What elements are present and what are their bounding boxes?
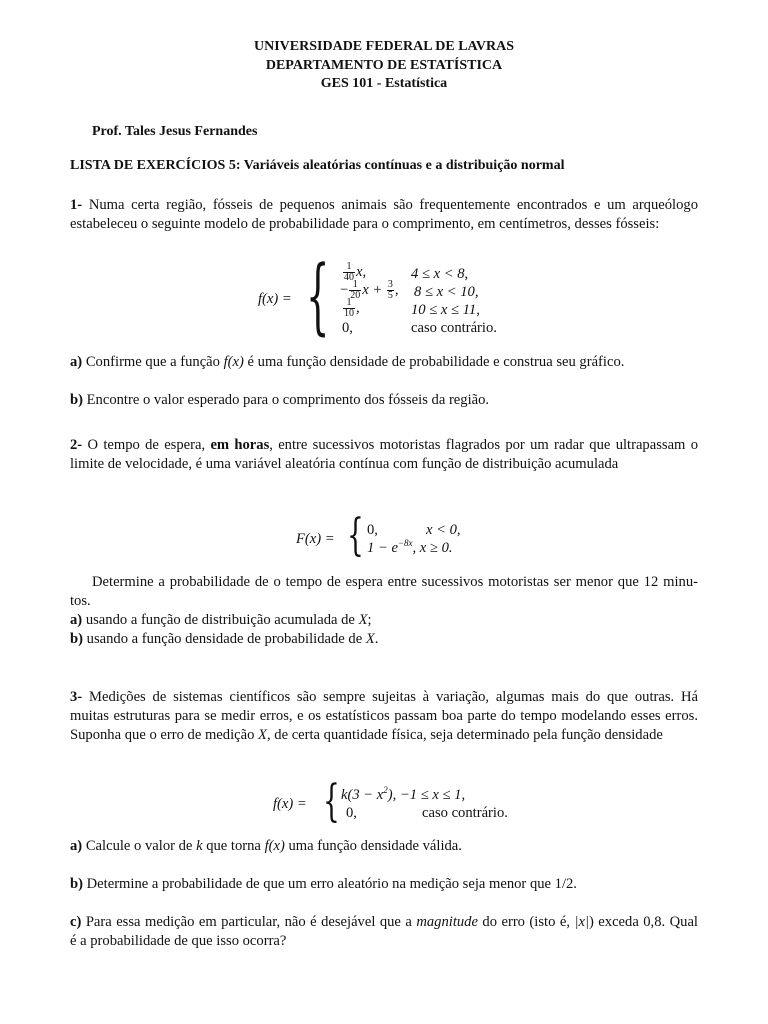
q1b-label: b) xyxy=(70,392,83,408)
question-1 xyxy=(70,196,698,234)
document-page xyxy=(70,0,698,1024)
q1-case2-minus: − xyxy=(340,281,349,298)
q3a-text-mid: que torna xyxy=(206,838,261,854)
question-3b xyxy=(70,875,698,894)
department-name: DEPARTAMENTO DE ESTATÍSTICA xyxy=(265,57,503,73)
q1-case4-cond: caso contrário. xyxy=(411,320,497,336)
question-1-text-line1: Numa certa região, fósseis de pequenos animais são frequentemente encontrados e um arqueólogo xyxy=(88,197,698,213)
q3c-text-pre: Para essa medição em particular, não é desejável que a xyxy=(85,914,412,930)
q1-case2-expr: x + xyxy=(362,281,383,298)
question-1-text-line2: estabeleceu o seguinte modelo de probabilidade para o comprimento, em centímetros, desses fósseis: xyxy=(70,216,660,232)
q1b-text: Encontre o valor esperado para o comprimento dos fósseis da região. xyxy=(86,392,490,408)
question-2-equation xyxy=(70,510,698,561)
question-3 xyxy=(70,688,698,745)
q1-case1-den: 40 xyxy=(344,272,354,283)
q1-case3-num: 1 xyxy=(343,298,355,309)
q3b-text: Determine a probabilidade de que um erro aleatório na medição seja menor que 1/2. xyxy=(86,876,577,892)
q1-case2-den2: 5 xyxy=(387,290,393,301)
question-3-equation xyxy=(70,776,698,827)
question-1-number: 1- xyxy=(70,197,83,213)
question-3a xyxy=(70,837,698,856)
q2b-label: b) xyxy=(70,631,83,647)
q3-text-line1: Medições de sistemas científicos são sempre sujeitas à variação, algumas mais do que outras. Há xyxy=(88,689,699,705)
q2-text-bold: em horas xyxy=(210,437,270,453)
q2b-math: X xyxy=(365,631,375,647)
q1-case1-num: 1 xyxy=(343,262,355,273)
q1a-label: a) xyxy=(70,354,83,370)
q2-text-pre: O tempo de espera, xyxy=(87,437,206,453)
question-2 xyxy=(70,436,698,474)
question-2a xyxy=(70,611,698,630)
university-name: UNIVERSIDADE FEDERAL DE LAVRAS xyxy=(254,39,514,54)
q1-left-brace: { xyxy=(306,249,330,344)
q2a-label: a) xyxy=(70,612,83,628)
question-3-number: 3- xyxy=(70,689,83,705)
q3-case2-expr: 0, xyxy=(346,805,357,821)
q1-case3-cond: 10 ≤ x ≤ 11, xyxy=(411,302,480,318)
q2-determine-line1: Determine a probabilidade de o tempo de espera entre sucessivos motoristas ser menor que 12 minu- xyxy=(92,574,698,590)
q3-case1-cond: −1 ≤ x ≤ 1, xyxy=(399,787,466,803)
q1-case2-tail: , xyxy=(394,281,399,298)
q3c-italic: magnitude xyxy=(416,914,478,930)
q2-determine-line2: tos. xyxy=(70,593,91,609)
q2-case2-cond: , x ≥ 0. xyxy=(412,540,453,556)
q2b-tail: . xyxy=(374,631,379,647)
q2-case-2 xyxy=(367,539,453,558)
q3a-math-k: k xyxy=(196,838,203,854)
q1-eq-lhs: f(x) = xyxy=(258,291,292,307)
q3a-text-pre: Calcule o valor de xyxy=(85,838,193,854)
q3a-label: a) xyxy=(70,838,83,854)
professor-name: Prof. Tales Jesus Fernandes xyxy=(92,124,258,139)
course-name: GES 101 - Estatística xyxy=(320,76,448,91)
q2-case1-expr: 0, xyxy=(367,522,378,538)
q1-case2-den: 20 xyxy=(350,290,361,301)
list-title: LISTA DE EXERCÍCIOS 5: Variáveis aleatórias contínuas e a distribuição normal xyxy=(70,158,565,173)
q2-text-post: , entre sucessivos motoristas flagrados por um radar que ultrapassam o xyxy=(269,437,698,453)
q3-text-line3-pre: Suponha que o erro de medição xyxy=(70,727,255,743)
document-header xyxy=(70,38,698,94)
q3-text-line2: muitas estruturas para se medir erros, e os estatísticos passam boa parte do tempo modelando esses erros. xyxy=(70,708,698,724)
q3-case1-expr-post: ), xyxy=(387,787,397,803)
q3-case1-expr-pre: k(3 − x xyxy=(341,787,384,803)
q3c-text-post: ) exceda 0,8. Qual xyxy=(588,914,698,930)
q3-text-line3-post: , de certa quantidade física, seja determinado pela função densidade xyxy=(266,727,663,743)
q3a-text-post: uma função densidade válida. xyxy=(288,838,462,854)
q2-case2-sup: −8x xyxy=(397,538,413,549)
q1-case3-expr: , xyxy=(356,299,360,316)
q2-case2-expr: 1 − e xyxy=(367,540,398,556)
question-1a xyxy=(70,353,698,372)
q2-left-brace: { xyxy=(347,510,364,561)
q3-text-line3-math: X xyxy=(258,727,267,743)
q3a-math-f: f(x) xyxy=(264,838,285,854)
question-1-equation xyxy=(70,249,698,344)
q1-case4-expr: 0, xyxy=(342,320,353,336)
q1-case2-num2: 3 xyxy=(387,279,393,290)
q2a-tail: ; xyxy=(367,612,372,628)
question-2-determine xyxy=(70,573,698,649)
q2b-text: usando a função densidade de probabilidade de xyxy=(86,631,363,647)
question-1b xyxy=(70,391,698,410)
q1-case2-num: 1 xyxy=(349,280,361,291)
q1-case1-expr: x, xyxy=(356,263,367,280)
q2-case1-cond: x < 0, xyxy=(426,522,461,538)
q3-case1-sup: 2 xyxy=(383,785,388,796)
q3-left-brace: { xyxy=(323,776,340,827)
q1a-text-post: é uma função densidade de probabilidade e construa seu gráfico. xyxy=(247,354,625,370)
q1-case1-cond: 4 ≤ x < 8, xyxy=(411,266,469,282)
q1a-math: f(x) xyxy=(223,354,244,370)
question-3c xyxy=(70,913,698,951)
q3c-math: |x| xyxy=(574,914,589,930)
question-2-number: 2- xyxy=(70,437,83,453)
q3-eq-lhs: f(x) = xyxy=(273,796,307,812)
q1a-text-pre: Confirme que a função xyxy=(85,354,220,370)
q2-text-line2: limite de velocidade, é uma variável aleatória contínua com função de distribuição acumulada xyxy=(70,456,619,472)
q2-eq-lhs: F(x) = xyxy=(296,531,335,547)
q3c-text-mid: do erro (isto é, xyxy=(482,914,570,930)
q1-case-3 xyxy=(342,298,360,319)
q2a-math: X xyxy=(358,612,368,628)
q1-case3-den: 10 xyxy=(344,308,354,319)
question-2b xyxy=(70,630,698,649)
q3b-label: b) xyxy=(70,876,83,892)
q3-case-1 xyxy=(341,786,465,805)
q2a-text: usando a função de distribuição acumulada de xyxy=(85,612,355,628)
q1-case2-cond: 8 ≤ x < 10, xyxy=(414,284,479,300)
q3c-label: c) xyxy=(70,914,82,930)
q3-case2-cond: caso contrário. xyxy=(422,805,508,821)
q3c-line2: é a probabilidade de que isso ocorra? xyxy=(70,933,287,949)
